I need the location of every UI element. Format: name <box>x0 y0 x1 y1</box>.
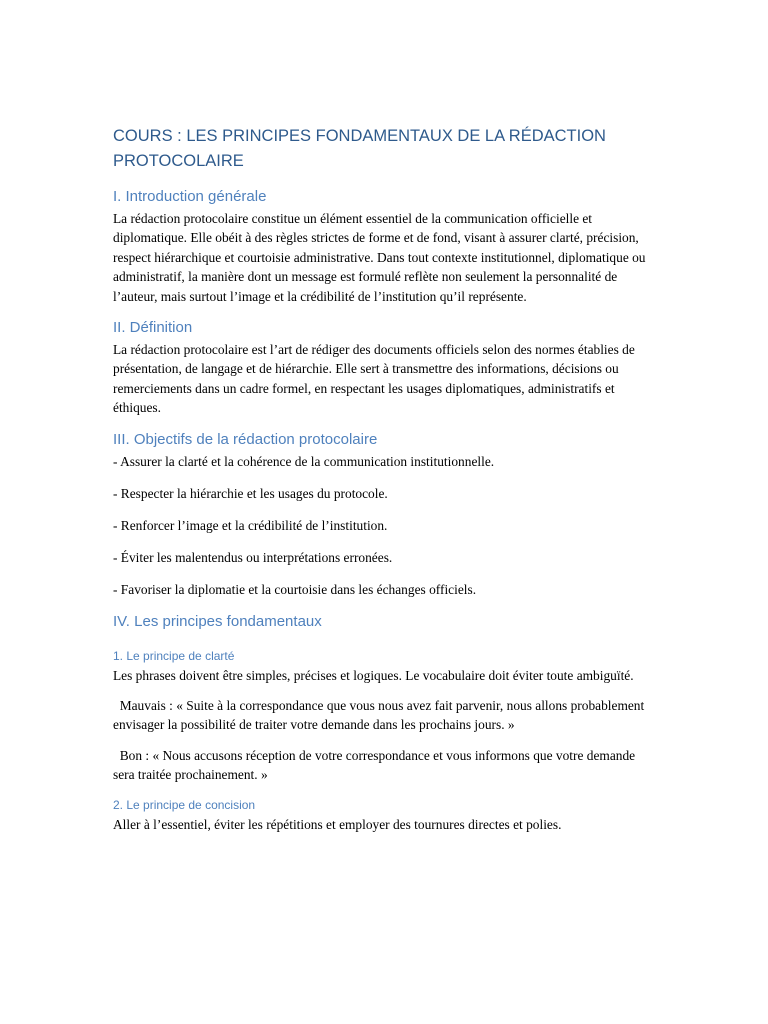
example-good: Bon : « Nous accusons réception de votre correspondance et vous informons que votre demande sera traitée prochainement. » <box>113 747 639 783</box>
list-item: - Éviter les malentendus ou interprétations erronées. <box>113 549 393 565</box>
heading-definition: II. Définition <box>113 319 193 337</box>
list-item: - Favoriser la diplomatie et la courtoisie dans les échanges officiels. <box>113 581 477 597</box>
subheading-concision: 2. Le principe de concision <box>113 797 256 812</box>
paragraph-concision: Aller à l’essentiel, éviter les répétitions et employer des tournures directes et polies. <box>113 816 562 832</box>
list-item: - Assurer la clarté et la cohérence de la communication institutionnelle. <box>113 453 495 469</box>
heading-objectifs: III. Objectifs de la rédaction protocolaire <box>113 430 378 448</box>
document-page <box>113 124 653 834</box>
document-title: COURS : LES PRINCIPES FONDAMENTAUX DE LA RÉDACTION PROTOCOLAIRE <box>113 127 606 170</box>
subheading-clarte: 1. Le principe de clarté <box>113 648 235 663</box>
paragraph-introduction: La rédaction protocolaire constitue un élément essentiel de la communication officielle et diplomatique. Elle obéit à des règles strictes de forme et de fond, visant à assurer clarté, précision, respect hiérarchique et courtoisie administrative. Dans tout contexte institutionnel, diplomatique ou administratif, la manière dont un message est formulé reflète non seulement la personnalité de l’auteur, mais surtout l’image et la crédibilité de l’institution qu’il représente. <box>113 211 646 304</box>
list-item: - Respecter la hiérarchie et les usages du protocole. <box>113 485 388 501</box>
heading-introduction: I. Introduction générale <box>113 188 267 205</box>
list-objectifs <box>113 452 653 599</box>
paragraph-definition: La rédaction protocolaire est l’art de rédiger des documents officiels selon des normes établies de présentation, de langage et de hiérarchie. Elle sert à transmettre des informations, décisions ou remerciements dans un cadre formel, en respectant les usages diplomatiques, administratifs et éthiques. <box>113 342 635 416</box>
heading-principes: IV. Les principes fondamentaux <box>113 612 322 630</box>
paragraph-clarte: Les phrases doivent être simples, précises et logiques. Le vocabulaire doit éviter toute ambiguïté. <box>113 667 634 683</box>
example-bad: Mauvais : « Suite à la correspondance que vous nous avez fait parvenir, nous allons probablement envisager la possibilité de traiter votre demande dans les prochains jours. » <box>113 698 648 733</box>
list-item: - Renforcer l’image et la crédibilité de l’institution. <box>113 517 388 533</box>
